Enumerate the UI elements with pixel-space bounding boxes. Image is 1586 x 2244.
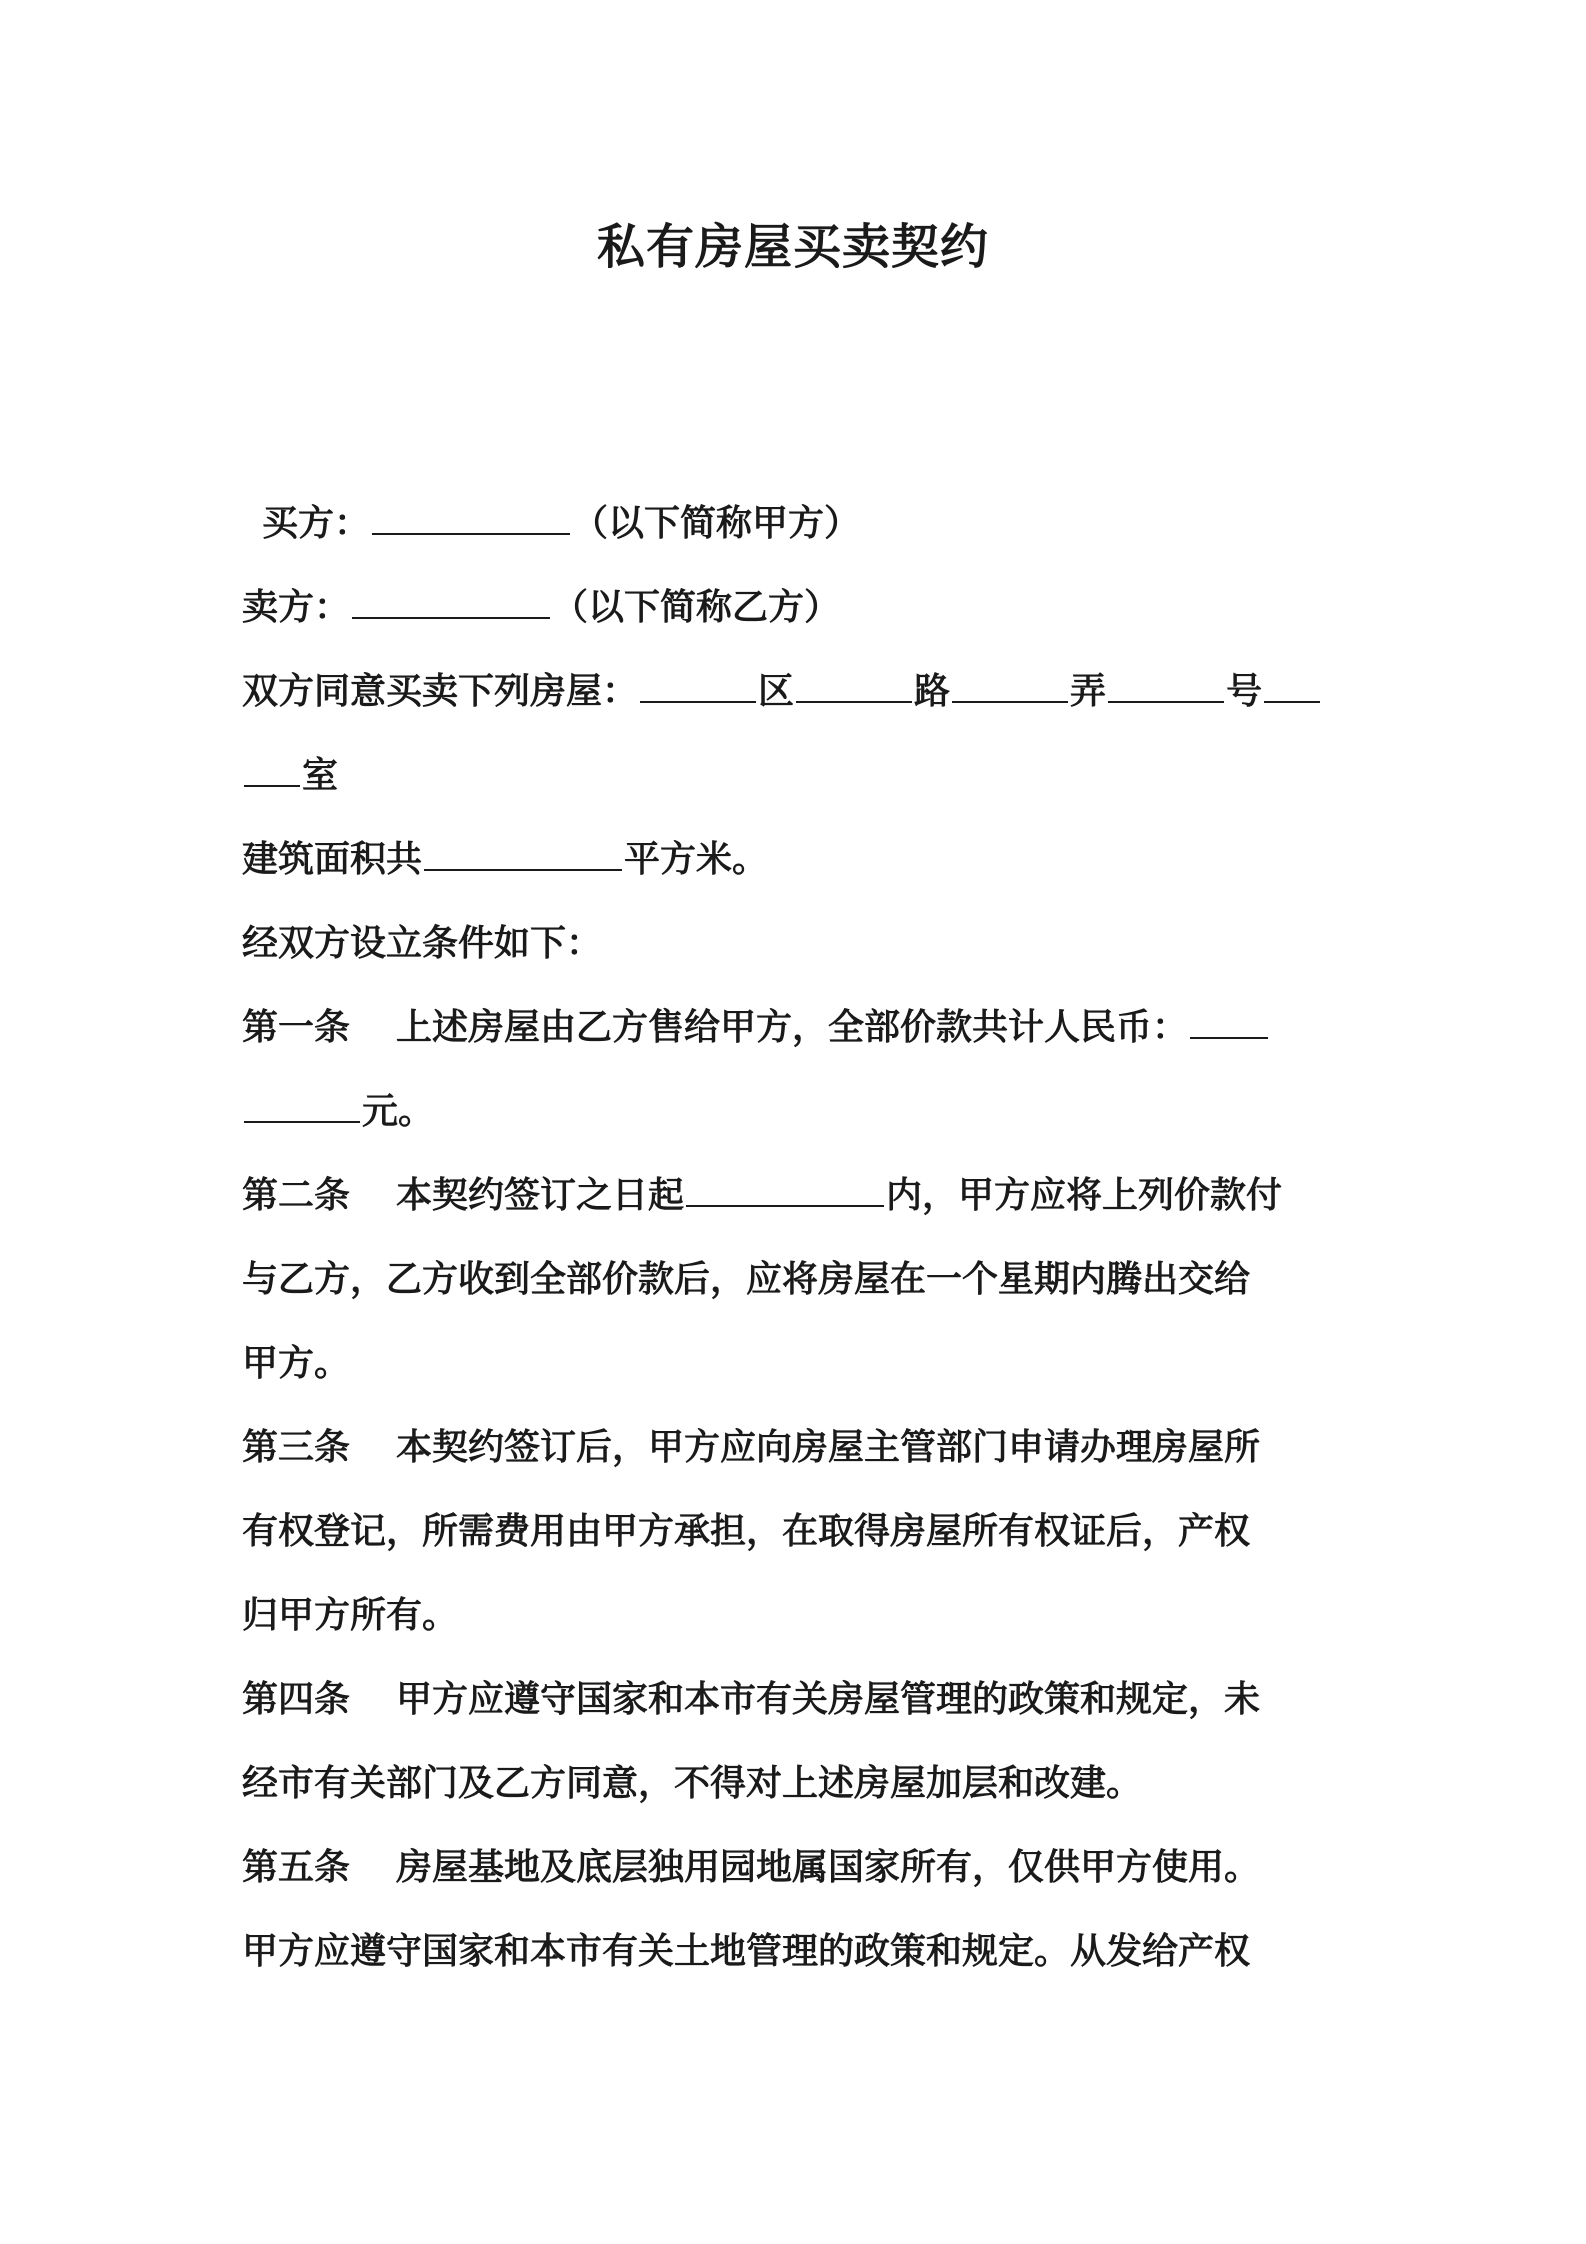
article-2-line-2 (242, 1238, 1348, 1322)
article-5-line-1-text: 房屋基地及底层独用园地属国家所有，仅供甲方使用。 (396, 1847, 1261, 1888)
lane-blank (952, 671, 1068, 703)
article-5-label: 第五条 (242, 1847, 351, 1888)
article-2-line-3-text: 甲方。 (242, 1343, 351, 1384)
price-blank-end (244, 1091, 360, 1123)
buyer-suffix: （以下简称甲方） (572, 503, 861, 544)
article-3-label: 第三条 (242, 1427, 351, 1468)
buyer-label: 买方： (262, 503, 371, 544)
property-intro: 双方同意买卖下列房屋： (242, 671, 639, 712)
seller-blank (352, 587, 550, 619)
conditions-intro-text: 经双方设立条件如下： (242, 923, 603, 964)
article-1-label: 第一条 (242, 1007, 351, 1048)
buyer-blank (372, 503, 570, 535)
payment-period-blank (686, 1175, 884, 1207)
room-blank-start (1264, 671, 1320, 703)
number-blank (1108, 671, 1224, 703)
room-line (242, 734, 1348, 818)
article-5-line-1 (242, 1826, 1348, 1910)
area-blank (424, 839, 622, 871)
room-blank-end (244, 755, 300, 787)
property-line (242, 650, 1348, 734)
article-2-line-1 (242, 1154, 1348, 1238)
lane-label: 弄 (1070, 671, 1107, 712)
seller-suffix: （以下简称乙方） (552, 587, 841, 628)
article-2-line-3 (242, 1322, 1348, 1406)
article-3-line-1-text: 本契约签订后，甲方应向房屋主管部门申请办理房屋所 (396, 1427, 1261, 1468)
article-4-line-2-text: 经市有关部门及乙方同意，不得对上述房屋加层和改建。 (242, 1763, 1143, 1804)
room-label: 室 (302, 755, 339, 796)
article-3-line-3-text: 归甲方所有。 (242, 1595, 459, 1636)
seller-line (242, 566, 1348, 650)
article-4-line-1-text: 甲方应遵守国家和本市有关房屋管理的政策和规定，未 (396, 1679, 1261, 1720)
area-prefix: 建筑面积共 (242, 839, 423, 880)
buyer-line (242, 482, 1348, 566)
article-1-line-1 (242, 986, 1348, 1070)
article-3-line-2 (242, 1490, 1348, 1574)
road-label: 路 (914, 671, 951, 712)
price-blank-start (1190, 1007, 1268, 1039)
district-label: 区 (758, 671, 795, 712)
area-suffix: 平方米。 (624, 839, 769, 880)
article-4-line-1 (242, 1658, 1348, 1742)
article-2-line-2-text: 与乙方，乙方收到全部价款后，应将房屋在一个星期内腾出交给 (242, 1259, 1251, 1300)
article-2-label: 第二条 (242, 1175, 351, 1216)
article-4-label: 第四条 (242, 1679, 351, 1720)
area-line (242, 818, 1348, 902)
article-5-line-2 (242, 1910, 1348, 1994)
district-blank (640, 671, 756, 703)
document-title: 私有房屋买卖契约 (596, 219, 989, 275)
article-1-text: 上述房屋由乙方售给甲方，全部价款共计人民币： (396, 1007, 1189, 1048)
road-blank (796, 671, 912, 703)
article-3-line-3 (242, 1574, 1348, 1658)
number-label: 号 (1226, 671, 1263, 712)
article-1-end: 元。 (362, 1091, 435, 1132)
seller-label: 卖方： (242, 587, 351, 628)
article-4-line-2 (242, 1742, 1348, 1826)
article-3-line-1 (242, 1406, 1348, 1490)
article-3-line-2-text: 有权登记，所需费用由甲方承担，在取得房屋所有权证后，产权 (242, 1511, 1251, 1552)
article-2-text-b: 内，甲方应将上列价款付 (886, 1175, 1283, 1216)
article-1-line-2 (242, 1070, 1348, 1154)
conditions-intro (242, 902, 1348, 986)
article-5-line-2-text: 甲方应遵守国家和本市有关土地管理的政策和规定。从发给产权 (242, 1931, 1251, 1972)
document-body (242, 482, 1348, 1994)
article-2-text-a: 本契约签订之日起 (396, 1175, 685, 1216)
